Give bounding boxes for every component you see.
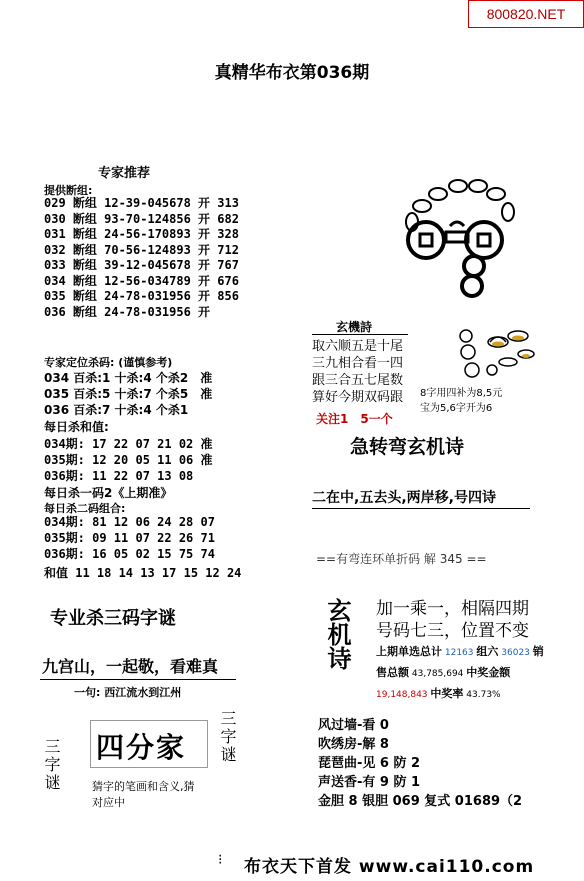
- footer-banner: 布衣天下首发 www.cai110.com: [244, 857, 535, 877]
- divider: [40, 679, 236, 680]
- list-item: 琵琶曲-见 6 防 2: [318, 756, 421, 771]
- list-item: 034期: 81 12 06 24 28 07: [44, 515, 215, 529]
- xuan-line: 加一乘一，相隔四期: [376, 599, 529, 619]
- left-vertical-label: 三字谜: [42, 738, 61, 792]
- divider: [312, 508, 530, 509]
- list-item: 033 断组 39-12-045678 开 767: [44, 258, 239, 272]
- right-vertical-label: 三字谜: [218, 710, 237, 764]
- list-item: 声送香-有 9 防 1: [318, 775, 421, 790]
- stats-row: [376, 642, 544, 663]
- xuan-lines: [376, 598, 529, 642]
- coin-note-line: 8字用四补为8,5元: [420, 388, 503, 399]
- stats-label: 中奖金额: [466, 666, 511, 679]
- coin-pile-icon: [452, 322, 544, 384]
- poem-line: 三九相合看一四: [312, 356, 404, 371]
- bracket-note: ==有弯连环单折码 解 345 ==: [316, 552, 487, 566]
- footer-mark: ⁝: [218, 852, 223, 868]
- list-item: 风过墙-看 0: [318, 718, 389, 733]
- list-item: 036 断组 24-78-031956 开: [44, 304, 211, 319]
- list-item: 035 断组 24-78-031956 开 856: [44, 289, 239, 303]
- divider: [312, 334, 408, 335]
- list-item: 035 百杀:5 十杀:7 个杀5 准: [44, 387, 213, 401]
- list-item: 031 断组 24-56-170893 开 328: [44, 227, 239, 241]
- list-item: 金胆 8 银胆 069 复式 01689（2: [318, 794, 523, 809]
- list-item: 036 百杀:7 十杀:4 个杀1: [44, 403, 189, 417]
- poem-line: 取六顺五是十尾: [312, 339, 404, 354]
- list-item: 034 断组 12-56-034789 开 676: [44, 273, 239, 288]
- poem-lines: [312, 338, 403, 406]
- daily-list: [44, 436, 213, 484]
- list-item: 029 断组 12-39-045678 开 313: [44, 196, 239, 210]
- stats-row: [376, 663, 544, 684]
- poem-line: 算好今期双码跟: [312, 390, 404, 405]
- sales-stats: [376, 642, 544, 705]
- stats-label: 上期单选总计: [376, 645, 442, 658]
- turn-poem-title: 急转弯玄机诗: [350, 436, 465, 458]
- kill-list: [44, 370, 212, 418]
- place-hint: 一句: 西江流水到江州: [74, 686, 182, 699]
- stats-label: 中奖率: [430, 687, 464, 700]
- coin-chain-icon: [392, 170, 520, 300]
- poem-note: 关注1 5一个: [316, 412, 393, 426]
- page-title: 真精华布衣第036期: [214, 63, 370, 83]
- coin-note-line: 宝为5,6字开为6: [420, 403, 493, 414]
- list-item: 036期: 11 22 07 13 08: [44, 469, 194, 483]
- kill-section-title: 专家定位杀码: (谨慎参考): [44, 356, 173, 369]
- riddle-section-title: 专业杀三码字谜: [50, 608, 176, 629]
- daily-section-title: 每日杀和值:: [44, 420, 109, 434]
- stats-value: 36023: [501, 648, 530, 658]
- tips-list: [318, 716, 522, 811]
- turn-poem-text: 二在中,五去头,两岸移,号四诗: [312, 490, 496, 506]
- stats-value: 43.73%: [466, 690, 501, 700]
- list-item: 035期: 09 11 07 22 26 71: [44, 531, 215, 545]
- stats-label: 组六: [476, 645, 499, 658]
- xuan-vertical-title: 玄机诗: [323, 598, 351, 670]
- stats-row: [376, 684, 544, 705]
- code-list: [44, 514, 215, 562]
- list-item: 吹绣房-解 8: [318, 737, 389, 752]
- list-item: 030 断组 93-70-124856 开 682: [44, 211, 239, 226]
- site-watermark: 800820.NET: [468, 0, 584, 28]
- xuan-line: 号码七三，位置不变: [376, 621, 529, 641]
- stats-value: 12163: [444, 648, 474, 658]
- poem-title: 玄機詩: [336, 320, 373, 334]
- expert-section-title: 专家推荐: [98, 166, 151, 181]
- code-section-title: 每日杀一码2《上期准》: [44, 486, 173, 500]
- coin-note: [420, 386, 502, 416]
- riddle-hint: 对应中: [92, 796, 125, 809]
- expert-list: [44, 196, 239, 320]
- sum-row: 和值 11 18 14 13 17 15 12 24: [44, 566, 242, 580]
- list-item: 032 断组 70-56-124893 开 712: [44, 242, 239, 257]
- stats-value: 19,148,843: [376, 690, 428, 700]
- riddle-hint: 猜字的笔画和含义,猜: [92, 780, 195, 793]
- stats-label: 售总额: [376, 666, 409, 679]
- place-riddle: 九宫山，一起敬，看难真: [42, 657, 219, 676]
- expert-subtitle: 提供断组:: [44, 184, 93, 197]
- list-item: 036期: 16 05 02 15 75 74: [44, 547, 215, 561]
- stats-value: 43,785,694: [411, 669, 464, 679]
- code-subtitle: 每日杀二码组合:: [44, 502, 126, 515]
- poem-line: 跟三合五七尾数: [312, 373, 404, 388]
- riddle-word: 四分家: [96, 731, 187, 764]
- list-item: 034 百杀:1 十杀:4 个杀2 准: [44, 371, 213, 385]
- list-item: 034期: 17 22 07 21 02 准: [44, 437, 213, 451]
- stats-label: 销: [532, 645, 544, 658]
- list-item: 035期: 12 20 05 11 06 准: [44, 453, 213, 467]
